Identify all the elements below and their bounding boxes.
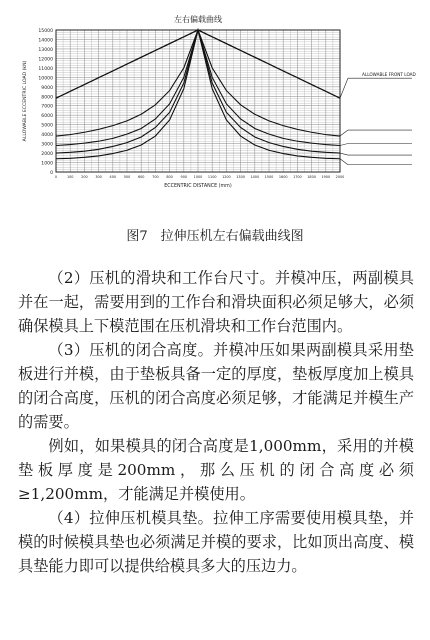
y-tick-label: 1000 [41, 161, 53, 167]
y-tick-label: 6000 [41, 114, 53, 120]
x-tick-label: 0 [54, 175, 58, 179]
chart-title: 左右偏载曲线 [174, 15, 222, 24]
y-tick-label: 4000 [41, 133, 53, 139]
y-tick-label: 12000 [38, 57, 53, 63]
x-tick-label: 1700 [293, 175, 302, 179]
series-leader-line [340, 143, 348, 145]
x-tick-label: 700 [152, 175, 159, 179]
x-tick-label: 1900 [321, 175, 331, 179]
series-leader-line [340, 78, 348, 98]
x-tick-label: 800 [166, 175, 173, 179]
x-tick-label: 400 [109, 175, 117, 179]
x-tick-label: 1300 [236, 175, 245, 179]
y-axis-label: ALLOWABLE ECCENTRIC LOAD (kN) [23, 60, 28, 142]
x-tick-label: 1000 [193, 175, 203, 179]
x-tick-label: 100 [66, 175, 74, 179]
x-tick-label: 1400 [250, 175, 260, 179]
x-tick-label: 200 [81, 175, 88, 179]
x-tick-label: 600 [137, 175, 145, 179]
y-tick-label: 14000 [38, 38, 53, 44]
x-tick-label: 1800 [307, 175, 316, 179]
series-legend-label: ALLOWABLE FRONT LOAD [362, 72, 416, 78]
series-leader-line [340, 153, 348, 155]
x-tick-label: 500 [123, 175, 131, 179]
x-tick-label: 900 [180, 175, 188, 179]
figure-caption: 图7 拉伸压机左右偏载曲线图 [126, 229, 304, 244]
x-tick-label: 1100 [207, 175, 217, 179]
y-tick-label: 0 [50, 171, 53, 176]
y-tick-label: 13000 [38, 47, 53, 53]
series-leader-line [340, 159, 348, 165]
x-tick-label: 300 [95, 175, 102, 179]
series-leader-line [340, 130, 348, 136]
y-tick-label: 15000 [38, 29, 53, 34]
figure-7 [0, 0, 430, 232]
x-tick-label: 1200 [222, 175, 231, 179]
eccentric-load-chart [0, 0, 430, 232]
y-tick-label: 3000 [41, 142, 53, 148]
paragraph-slide-table-size: （2）压机的滑块和工作台尺寸。并模冲压，两副模具并在一起，需要用到的工作台和滑块面积必须足够大，必须确保模具上下模范围在压机滑块和工作台范围内。 [18, 269, 414, 335]
x-tick-label: 2000 [335, 175, 345, 179]
x-axis-label: ECCENTRIC DISTANCE (mm) [164, 184, 232, 189]
x-tick-label: 1500 [264, 175, 274, 179]
body-text [18, 266, 414, 578]
y-tick-label: 8000 [41, 95, 53, 101]
y-tick-label: 11000 [38, 66, 53, 72]
y-tick-label: 2000 [41, 152, 53, 158]
x-tick-label: 1600 [278, 175, 288, 179]
paragraph-shut-height: （3）压机的闭合高度。并模冲压如果两副模具采用垫板进行并模，由于垫板具备一定的厚度，垫板厚度加上模具的闭合高度，压机的闭合高度必须足够，才能满足并模生产的需要。 [18, 341, 414, 431]
y-tick-label: 10000 [38, 76, 53, 82]
paragraph-die-cushion: （4）拉伸压机模具垫。拉伸工序需要使用模具垫，并模的时候模具垫也必须满足并模的要求，比如顶出高度、模具垫能力即可以提供给模具多大的压边力。 [18, 509, 414, 575]
y-tick-label: 9000 [41, 85, 53, 91]
paragraph-example: 例如，如果模具的闭合高度是1,000mm，采用的并模垫板厚度是200mm，那么压机的闭合高度必须≥1,200mm，才能满足并模使用。 [18, 437, 414, 503]
y-tick-label: 7000 [41, 104, 53, 110]
y-tick-label: 5000 [41, 123, 53, 129]
